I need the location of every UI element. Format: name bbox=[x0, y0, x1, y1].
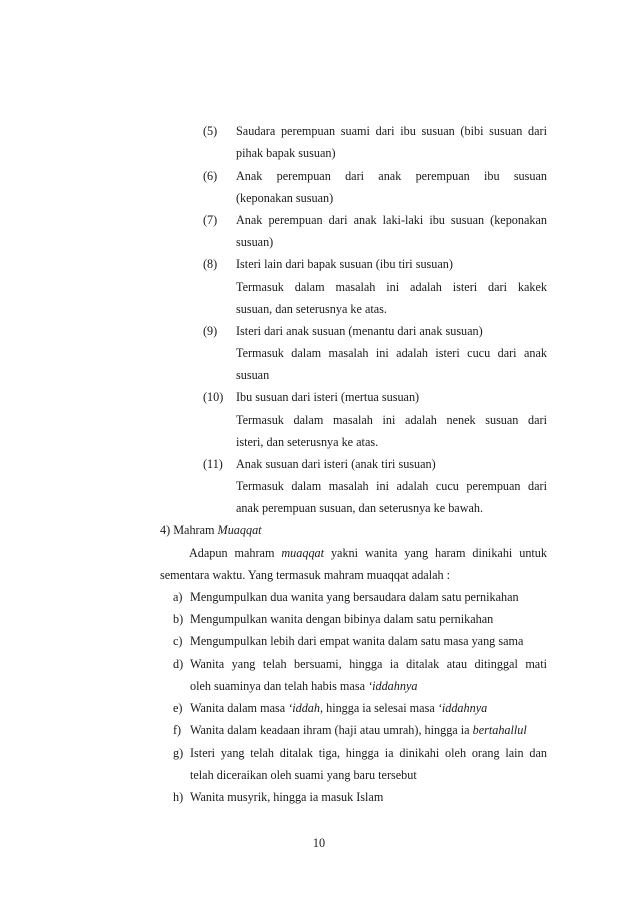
item-text: Wanita musyrik, hingga ia masuk Islam bbox=[190, 790, 384, 804]
item-text: (keponakan susuan) bbox=[236, 191, 334, 205]
item-number: (10) bbox=[203, 390, 224, 404]
item-text: Ibu susuan dari isteri (mertua susuan) bbox=[236, 390, 420, 404]
item-letter: g) bbox=[173, 746, 184, 760]
item-number: (11) bbox=[203, 457, 223, 471]
section-heading: 4) Mahram Muaqqat bbox=[160, 523, 262, 537]
item-text: Anak perempuan dari anak laki-laki ibu susuan (keponakan bbox=[236, 213, 547, 227]
item-text: susuan bbox=[236, 368, 270, 382]
item-letter: c) bbox=[173, 634, 183, 648]
item-text: telah diceraikan oleh suami yang baru tersebut bbox=[190, 768, 417, 782]
item-text: Isteri dari anak susuan (menantu dari anak susuan) bbox=[236, 324, 483, 338]
item-text: Wanita dalam keadaan ihram (haji atau umrah), hingga ia bertahallul bbox=[190, 723, 527, 737]
item-text: Mengumpulkan wanita dengan bibinya dalam satu pernikahan bbox=[190, 612, 494, 626]
item-letter: b) bbox=[173, 612, 184, 626]
item-text: Mengumpulkan lebih dari empat wanita dalam satu masa yang sama bbox=[190, 634, 524, 648]
item-text: Saudara perempuan suami dari ibu susuan (bibi susuan dari bbox=[236, 124, 547, 138]
page-number: 10 bbox=[312, 836, 326, 850]
item-text: Termasuk dalam masalah ini adalah isteri dari kakek bbox=[236, 280, 547, 294]
item-text: Mengumpulkan dua wanita yang bersaudara dalam satu pernikahan bbox=[190, 590, 519, 604]
item-text: Termasuk dalam masalah ini adalah cucu perempuan dari bbox=[236, 479, 547, 493]
item-text: susuan, dan seterusnya ke atas. bbox=[236, 302, 387, 316]
item-text: anak perempuan susuan, dan seterusnya ke bawah. bbox=[236, 501, 484, 515]
item-letter: h) bbox=[173, 790, 184, 804]
item-text: Termasuk dalam masalah ini adalah isteri cucu dari anak bbox=[236, 346, 547, 360]
item-text: Anak perempuan dari anak perempuan ibu susuan bbox=[236, 169, 547, 183]
item-number: (7) bbox=[203, 213, 218, 227]
item-text: Termasuk dalam masalah ini adalah nenek susuan dari bbox=[236, 413, 547, 427]
item-text: oleh suaminya dan telah habis masa ‘iddahnya bbox=[190, 679, 418, 693]
item-text: Isteri yang telah ditalak tiga, hingga ia dinikahi oleh orang lain dan bbox=[190, 746, 547, 760]
item-text: Wanita yang telah bersuami, hingga ia ditalak atau ditinggal mati bbox=[190, 657, 547, 671]
item-text: Wanita dalam masa ‘iddah, hingga ia selesai masa ‘iddahnya bbox=[190, 701, 488, 715]
item-letter: f) bbox=[173, 723, 182, 737]
item-letter: a) bbox=[173, 590, 183, 604]
paragraph-line: Adapun mahram muaqqat yakni wanita yang haram dinikahi untuk bbox=[189, 546, 547, 560]
item-text: Isteri lain dari bapak susuan (ibu tiri susuan) bbox=[236, 257, 453, 271]
item-text: susuan) bbox=[236, 235, 274, 249]
item-number: (5) bbox=[203, 124, 218, 138]
item-number: (6) bbox=[203, 169, 218, 183]
item-text: pihak bapak susuan) bbox=[236, 146, 336, 160]
item-text: isteri, dan seterusnya ke atas. bbox=[236, 435, 379, 449]
item-number: (9) bbox=[203, 324, 218, 338]
item-number: (8) bbox=[203, 257, 218, 271]
paragraph-line: sementara waktu. Yang termasuk mahram muaqqat adalah : bbox=[160, 568, 451, 582]
item-text: Anak susuan dari isteri (anak tiri susuan) bbox=[236, 457, 436, 471]
item-letter: d) bbox=[173, 657, 184, 671]
item-letter: e) bbox=[173, 701, 183, 715]
